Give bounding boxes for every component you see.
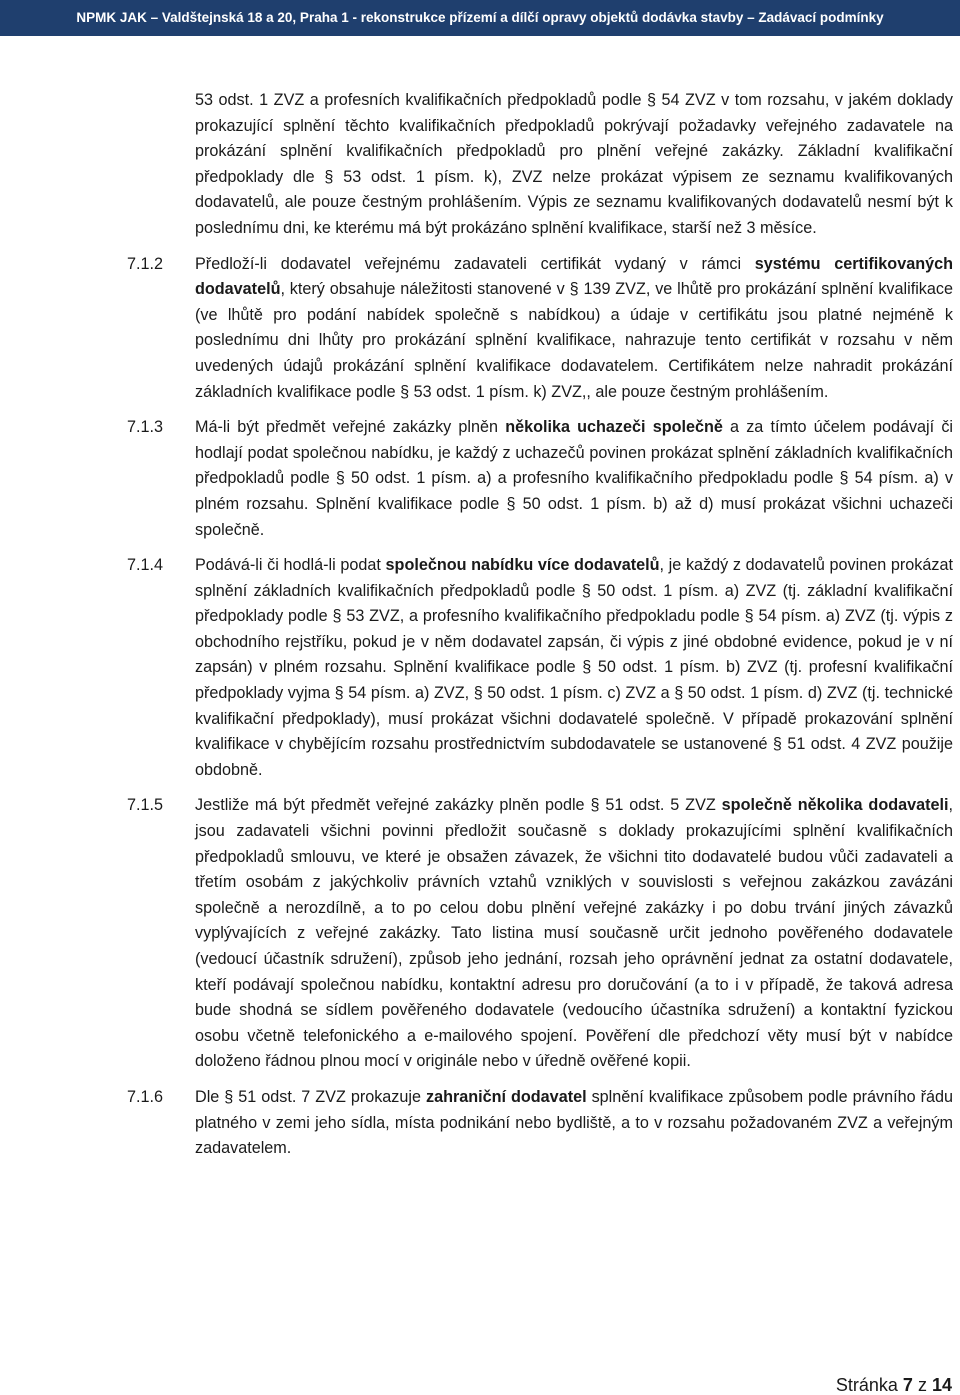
section-text-part: Jestliže má být předmět veřejné zakázky plněn podle § 51 odst. 5 ZVZ <box>195 796 722 815</box>
document-body <box>0 88 960 1162</box>
section-text-part: a za tímto účelem podávají či hodlají podat společnou nabídku, je každý z uchazečů povinen prokázat splnění základních kvalifikačních předpokladů podle § 50 odst. 1 písm. a) a profesního kvalifikačního předpokladu podle § 54 písm. a) v plném rozsahu. Splnění kvalifikace podle § 50 odst. 1 písm. b) až d) musí prokázat všichni uchazeči společně. <box>195 418 954 539</box>
section-text-part: , je každý z dodavatelů povinen prokázat splnění základních kvalifikačních předpokladů podle § 50 odst. 1 písm. a) ZVZ (tj. základní kvalifikační předpoklady podle § 53 ZVZ, a profesního kvalifikačního předpokladu podle § 54 písm. a) ZVZ (tj. výpis z obchodního rejstříku, pokud je v něm dodavatel zapsán, či výpis z jiné obdobné evidence, pokud je v ní zapsán) v plném rozsahu. Splnění kvalifikace podle § 50 odst. 1 písm. b) ZVZ (tj. profesní kvalifikační předpoklady vyjma § 54 písm. a) ZVZ, § 50 odst. 1 písm. c) ZVZ a § 50 odst. 1 písm. d) ZVZ (tj. technické kvalifikační předpoklady), musí prokázat všichni dodavatelé společně. V případě prokazování splnění kvalifikace v chybějícím rozsahu prostřednictvím subdodavatele se ustanovené § 51 odst. 4 ZVZ použije obdobně. <box>195 556 953 779</box>
section-number: 7.1.2 <box>127 254 164 273</box>
total-pages: 14 <box>931 1375 952 1395</box>
section-text-part: Předloží-li dodavatel veřejnému zadavateli certifikát vydaný v rámci <box>195 254 755 273</box>
section-text-part: , který obsahuje náležitosti stanovené v § 139 ZVZ, ve lhůtě pro prokázání splnění kvalifikace (ve lhůtě pro podání nabídek společně s nabídkou) a údaje v certifikátu jsou platné nejméně k poslednímu dni lhůty pro prokázání splnění kvalifikace, nahrazuje tento certifikát v rozsahu v něm uvedených údajů prokázání splnění kvalifikace dodavatelem. Certifikátem nelze nahradit prokázání základních kvalifikace podle § 53 odst. 1 písm. k) ZVZ,, ale pouze čestným prohlášením. <box>195 280 953 401</box>
section-7-1-5 <box>127 793 960 1075</box>
section-text-emphasis: společně několika dodavateli <box>721 796 949 815</box>
section-text <box>195 252 953 406</box>
section-text-part: Dle § 51 odst. 7 ZVZ prokazuje <box>195 1087 426 1106</box>
section-number: 7.1.6 <box>127 1087 164 1106</box>
section-text <box>195 553 953 783</box>
section-7-1-6 <box>127 1085 960 1162</box>
section-text-emphasis: několika uchazeči společně <box>505 418 723 437</box>
page-separator: z <box>917 1375 927 1395</box>
section-number: 7.1.5 <box>127 796 164 815</box>
section-text-emphasis: zahraniční dodavatel <box>425 1087 587 1106</box>
section-7-1-4 <box>127 553 960 783</box>
document-header <box>0 0 960 36</box>
current-page: 7 <box>902 1375 913 1395</box>
intro-text: 53 odst. 1 ZVZ a profesních kvalifikačních předpokladů podle § 54 ZVZ v tom rozsahu, v jakém doklady prokazující splnění těchto kvalifikačních předpokladů pokrývají požadavky veřejného zadavatele na prokázání splnění kvalifikačních předpokladů pro plnění veřejné zakázky. Základní kvalifikační předpoklady dle § 53 odst. 1 písm. k), ZVZ nelze prokázat výpisem ze seznamu kvalifikovaných dodavatelů, ale pouze čestným prohlášením. Výpis ze seznamu kvalifikovaných dodavatelů nesmí být k poslednímu dni, ke kterému má být prokázáno splnění kvalifikace, starší než 3 měsíce. <box>195 91 953 237</box>
section-number: 7.1.4 <box>127 556 164 575</box>
section-text <box>195 415 953 543</box>
section-number: 7.1.3 <box>127 418 164 437</box>
section-7-1-3 <box>127 415 960 543</box>
section-text <box>195 1085 953 1162</box>
section-text-emphasis: společnou nabídku více dodavatelů <box>385 556 660 575</box>
page-number <box>836 1374 952 1395</box>
section-text-part: , jsou zadavateli všichni povinni předložit současně s doklady prokazujícími splnění kvalifikačních předpokladů smlouvu, ve které je obsažen závazek, že všichni tito dodavatelé budou vůči zadavateli a třetím osobám z jakýchkoliv právních vztahů vzniklých v souvislosti s veřejnou zakázkou zavázáni společně a nerozdílně, a to po celou dobu plnění veřejné zakázky i po dobu trvání jiných závazků vyplývajících z veřejné zakázky. Tato listina musí současně určit jednoho pověřeného dodavatele (vedoucí účastník sdružení), způsob jeho jednání, rozsah jeho oprávnění jednat za ostatní dodavatele, kteří podávají společnou nabídku, kontaktní adresu pro doručování (a to i v případě, že taková adresa bude shodná se sídlem pověřeného dodavatele (vedoucího účastníka sdružení) a kontaktní fyzickou osobu včetně telefonického a e-mailového spojení. Pověření dle předchozí věty musí být v nabídce doloženo řádnou plnou mocí v originále nebo v úředně ověřené kopii. <box>195 796 953 1071</box>
section-7-1-2 <box>127 252 960 406</box>
section-text-part: Podává-li či hodlá-li podat <box>195 556 386 575</box>
intro-paragraph <box>195 88 953 242</box>
section-text <box>195 793 953 1075</box>
section-text-emphasis: systému certifikovaných dodavatelů <box>195 254 953 299</box>
section-text-part: Má-li být předmět veřejné zakázky plněn <box>195 418 506 437</box>
page-label: Stránka <box>835 1375 898 1395</box>
document-header-title: NPMK JAK – Valdštejnská 18 a 20, Praha 1 - rekonstrukce přízemí a dílčí opravy objektů dodávka stavby – Zadávací podmínky <box>76 10 884 25</box>
section-text-part: splnění kvalifikace způsobem podle právního řádu platného v zemi jeho sídla, místa podnikání nebo bydliště, a to v rozsahu požadovaném ZVZ a veřejným zadavatelem. <box>195 1087 953 1158</box>
